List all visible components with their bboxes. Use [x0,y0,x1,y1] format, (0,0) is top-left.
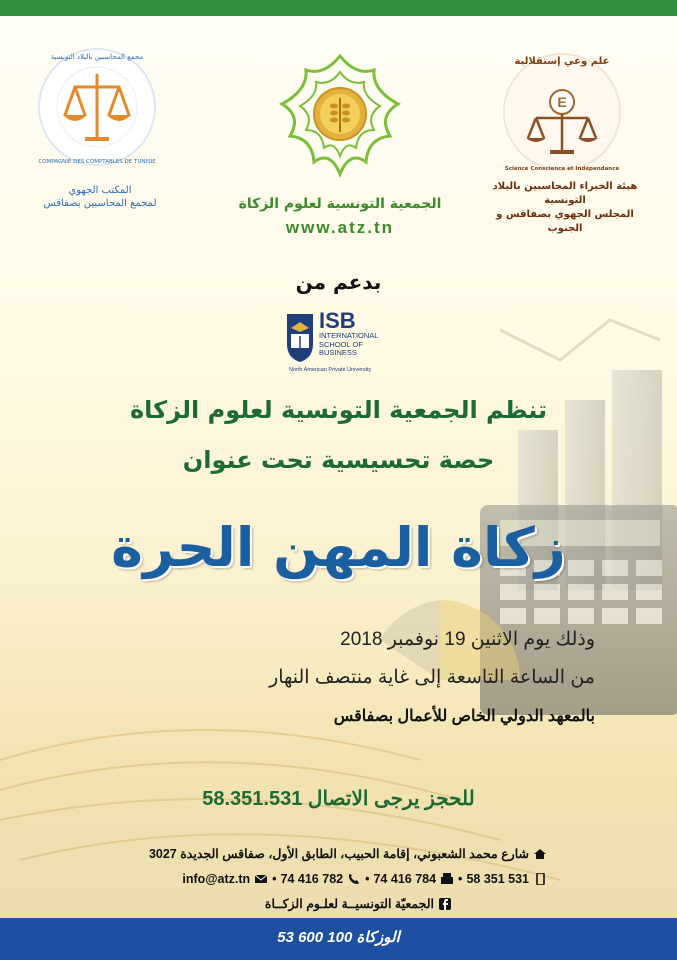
isb-logo [285,310,395,376]
right-logo-caption [480,180,650,236]
isb-shield-icon [285,312,315,364]
isb-line2: SCHOOL OF [319,339,363,349]
organizer-heading: تنظم الجمعية التونسية لعلوم الزكاة [129,396,548,424]
phone-icon [347,873,361,885]
left-logo-caption [35,184,165,210]
address-text: شارع محمد الشعبوني، إقامة الحبيب، الطابق الأول، صفاقس الجديدة 3027 [148,847,529,861]
mobile-number[interactable]: 58 351 531 [466,872,529,886]
isb-letters: ISB [319,308,356,333]
home-icon [533,848,547,860]
isb-tagline: North American Private University [289,367,372,373]
center-logo-caption: الجمعية التونسية لعلوم الزكاة [238,196,442,212]
isb-line1: INTERNATIONAL [319,331,379,340]
facebook-icon [438,898,452,910]
left-caption-line2: لمجمع المحاسبين بصفاقس [43,198,157,209]
email-link[interactable]: info@atz.tn [182,872,251,886]
right-badge-letter: E [557,94,567,110]
right-caption-line2: المجلس الجهوي بصفاقس و الجنوب [496,209,634,234]
compagnie-comptables-logo [35,45,160,170]
left-caption-line1: المكتب الجهوي [68,185,132,196]
support-label: بدعم من [295,270,382,294]
facebook-row [265,896,452,911]
separator-dot: • [272,872,277,886]
separator-dot: • [365,872,370,886]
email-icon [254,873,268,885]
fax-icon [440,873,454,885]
booking-phone[interactable]: للحجز يرجى الاتصال 58.351.531 [202,788,475,810]
phone-number[interactable]: 74 416 782 [280,872,344,886]
fax-number[interactable]: 74 416 784 [373,872,437,886]
left-ring-top-text: مجمع المحاسبين بالبلاد التونسية [50,53,144,61]
left-ring-bottom-text: COMPAGNIE DES COMPTABLES DE TUNISIE [38,159,156,165]
right-ring-top-text: علم وعي إستقلالية [514,56,610,67]
event-venue: بالمعهد الدولي الخاص للأعمال بصفاقس [333,708,595,725]
address-row [149,846,547,861]
footer-hotline: الوزكاة 100 600 53 [277,929,400,946]
experts-comptables-logo [500,50,625,175]
right-caption-line1: هيئة الخبراء المحاسبين بالبلاد التونسية [492,181,638,206]
event-time: من الساعة التاسعة إلى غاية منتصف النهار [269,667,595,688]
event-title: زكاة المهن الحرة [111,516,566,579]
event-date: وذلك يوم الاثنين 19 نوفمبر 2018 [340,629,595,650]
separator-dot: • [458,872,463,886]
mobile-icon [533,873,547,885]
atz-logo [270,50,410,190]
isb-name [319,332,378,358]
atz-website-link[interactable]: www.atz.tn [285,218,395,237]
session-heading: حصة تحسيسية تحت عنوان [182,446,495,474]
right-ring-bottom-text: Science Conscience et Indépendance [504,166,620,172]
isb-line3: BUSINESS [319,348,357,357]
facebook-page-link[interactable]: الجمعيّة التونسيــة لعلـوم الزكــاة [264,897,434,911]
contact-row [182,872,547,886]
